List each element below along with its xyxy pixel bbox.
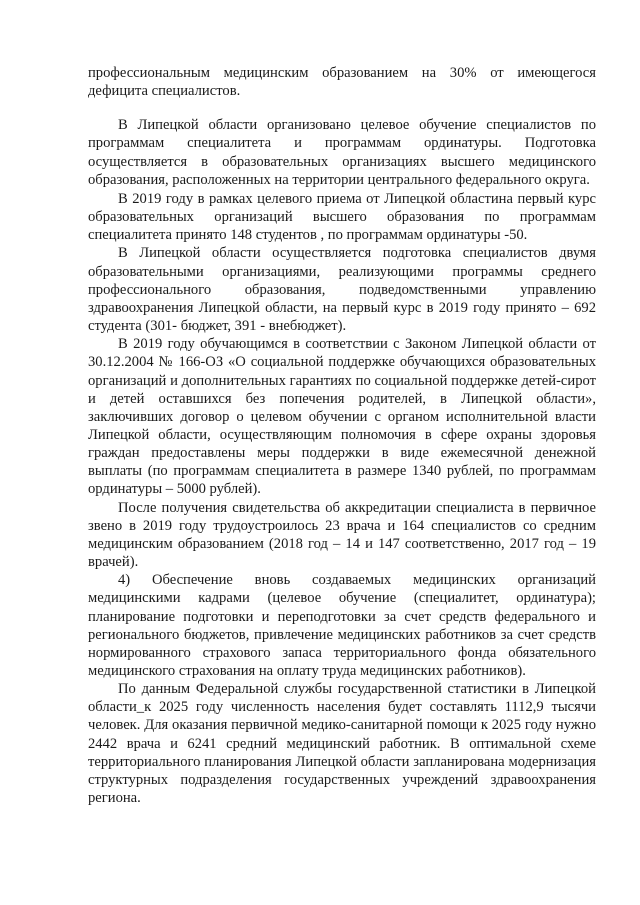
- paragraph-staffing-item-4: 4) Обеспечение вновь создаваемых медицинских организаций медицинскими кадрами (целевое обучение (специалитет, ординатура); планирование подготовки и переподготовки за счет средств федерального и регионального бюджетов, привлечение медицинских работников за счет средств нормированного страхового запаса территориального фонда обязательного медицинского страхования на оплату труда медицинских работников).: [88, 572, 596, 679]
- paragraph-statistics-forecast: По данным Федеральной службы государственной статистики в Липецкой области_к 2025 году численность населения будет составлять 1112,9 тысячи человек. Для оказания первичной медико-санитарной помощи к 2025 году нужно 2442 врача и 6241 средний медицинский работник. В оптимальной схеме территориального планирования Липецкой области запланирована модернизация структурных подразделения государственных учреждений здравоохранения региона.: [88, 681, 596, 807]
- paragraph-social-support: В 2019 году обучающимся в соответствии с Законом Липецкой области от 30.12.2004 № 166-ОЗ «О социальной поддержке обучающихся образовательных организаций и дополнительных гарантиях по социальной поддержке детей-сирот и детей оставшихся без попечения родителей, в Липецкой области», заключивших договор о целевом обучении с органом исполнительной власти Липецкой области, осуществляющим полномочия в сфере охраны здоровья граждан предоставлены меры поддержки в виде ежемесячной денежной выплаты (по программам специалитета в размере 1340 рублей, по программам ординатуры – 5000 рублей).: [88, 336, 596, 498]
- paragraph-targeted-training: В Липецкой области организовано целевое обучение специалистов по программам специалитета и программам ординатуры. Подготовка осуществляется в образовательных организациях высшего медицинского образования, расположенных на территории центрального федерального округа.: [88, 117, 596, 188]
- paragraph-secondary-education: В Липецкой области осуществляется подготовка специалистов двумя образовательными организациями, реализующими программы среднего профессионального образования, подведомственными управлению здравоохранения Липецкой области, на первый курс в 2019 году принято – 692 студента (301- бюджет, 391 - внебюджет).: [88, 245, 596, 335]
- paragraph-employment: После получения свидетельства об аккредитации специалиста в первичное звено в 2019 году трудоустроилось 23 врача и 164 специалистов со средним медицинским образованием (2018 год – 14 и 147 соответственно, 2017 год – 19 врачей).: [88, 499, 596, 571]
- paragraph-2019-admission: В 2019 году в рамках целевого приема от Липецкой областина первый курс образовательных организаций высшего образования по программам специалитета принято 148 студентов , по программам ординатуры -50.: [88, 190, 596, 244]
- paragraph-continuation: профессиональным медицинским образованием на 30% от имеющегося дефицита специалистов.: [88, 65, 596, 100]
- document-body: [88, 64, 596, 807]
